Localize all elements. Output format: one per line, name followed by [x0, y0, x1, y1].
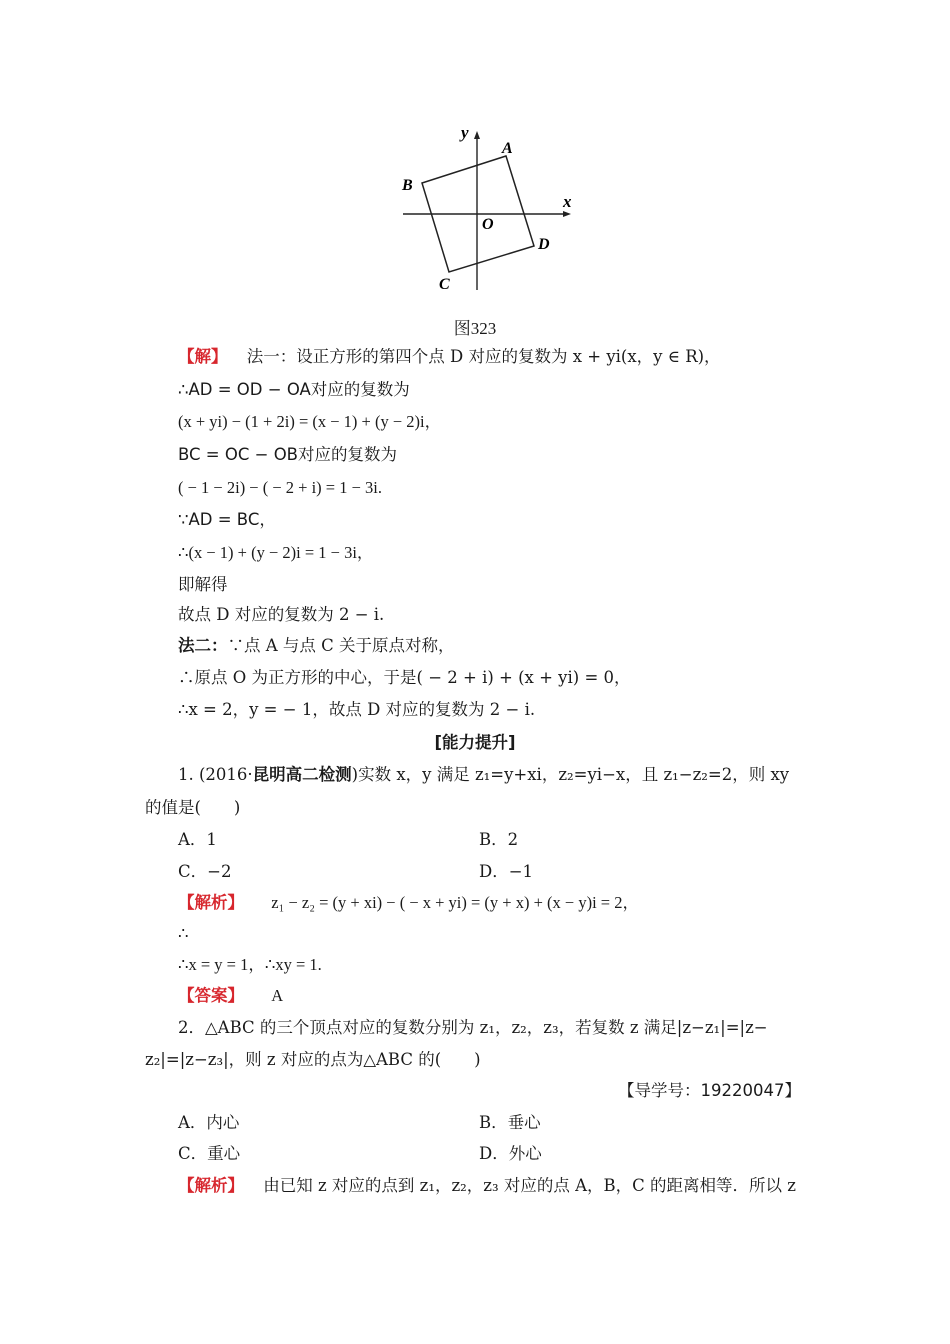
- solution-line-2: (x + yi) − (1 + 2i) = (x − 1) + (y − 2)i，: [178, 412, 442, 431]
- q1-option-d: D．−1: [479, 862, 534, 881]
- label-y: y: [461, 123, 469, 142]
- solution-intro-line: [178, 345, 721, 369]
- label-c: C: [439, 276, 450, 293]
- section-heading: [能力提升]: [434, 733, 516, 752]
- label-x: x: [563, 192, 572, 211]
- solution-intro: 法一：设正方形的第四个点 D 对应的复数为 x + yi(x，y ∈ R)，: [246, 347, 721, 366]
- q1-analysis-line-1: [178, 891, 639, 915]
- solution-line-10: ∴x = 2，y = − 1，故点 D 对应的复数为 2 − i.: [178, 700, 536, 719]
- label-d: D: [538, 236, 550, 253]
- method-two-text: ∵点 A 与点 C 关于原点对称，: [227, 636, 455, 655]
- q2-option-c: C．重心: [178, 1144, 241, 1163]
- solution-tag: 【解】: [178, 347, 228, 366]
- q2-analysis-tag: 【解析】: [178, 1176, 244, 1195]
- method-two-label: 法二：: [178, 636, 228, 655]
- y-axis-arrow: [474, 131, 480, 139]
- solution-line-4: ( − 1 − 2i) − ( − 2 + i) = 1 − 3i.: [178, 478, 382, 497]
- q1-stem-line-1: [178, 763, 789, 787]
- method-two-line: [178, 634, 455, 658]
- q1-stem-prefix: 1. (2016·: [178, 765, 253, 784]
- q1-stem-line-2: 的值是( ): [145, 798, 241, 817]
- square-diagram: [385, 122, 585, 302]
- q1-analysis-line-2: ∴: [178, 924, 189, 943]
- q1-stem-rest: )实数 x，y 满足 z₁=y+xi，z₂=yi−x，且 z₁−z₂=2，则 xy: [351, 765, 790, 784]
- solution-line-6: ∴(x − 1) + (y − 2)i = 1 − 3i，: [178, 543, 374, 562]
- q1-analysis-text: z₁ − z₂ = (y + xi) − ( − x + yi) = (y + x) + (x − y)i = 2，: [271, 893, 639, 912]
- q2-stem-line-1: 2．△ABC 的三个顶点对应的复数分别为 z₁，z₂，z₃，若复数 z 满足|z−z₁|=|z−: [178, 1018, 768, 1037]
- q2-analysis-line-1: [178, 1174, 796, 1198]
- q2-stem-line-2: z₂|=|z−z₃|，则 z 对应的点为△ABC 的( ): [145, 1050, 481, 1069]
- label-a: A: [502, 140, 513, 157]
- solution-line-5: ∵AD = BC，: [178, 510, 276, 529]
- q1-option-a: A．1: [178, 830, 217, 849]
- solution-line-1: ∴AD = OD − OA对应的复数为: [178, 380, 410, 399]
- solution-line-3: BC = OC − OB对应的复数为: [178, 445, 397, 464]
- q1-answer-tag: 【答案】: [178, 986, 244, 1005]
- guide-number: 【导学号：19220047】: [618, 1081, 801, 1100]
- q2-analysis-text: 由已知 z 对应的点到 z₁，z₂，z₃ 对应的点 A，B，C 的距离相等．所以 z: [263, 1176, 796, 1195]
- q1-source: 昆明高二检测: [252, 765, 352, 784]
- q1-answer-line: [178, 984, 283, 1008]
- q2-option-d: D．外心: [479, 1144, 542, 1163]
- solution-line-7: 即解得: [178, 575, 228, 594]
- solution-line-9: ∴原点 O 为正方形的中心，于是( − 2 + i) + (x + yi) = 0，: [178, 668, 631, 687]
- q2-option-b: B．垂心: [479, 1113, 541, 1132]
- q1-option-b: B．2: [479, 830, 519, 849]
- q2-option-a: A．内心: [178, 1113, 240, 1132]
- q1-option-c: C．−2: [178, 862, 232, 881]
- x-axis-arrow: [563, 211, 571, 217]
- solution-line-8: 故点 D 对应的复数为 2 − i.: [178, 605, 385, 624]
- label-b: B: [402, 177, 413, 194]
- coordinate-figure: [385, 122, 585, 302]
- figure-caption: 图323: [453, 319, 497, 338]
- label-o: O: [482, 216, 494, 233]
- q1-answer: A: [271, 986, 284, 1005]
- q1-analysis-tag: 【解析】: [178, 893, 244, 912]
- q1-analysis-line-3: ∴x = y = 1，∴xy = 1.: [178, 955, 322, 974]
